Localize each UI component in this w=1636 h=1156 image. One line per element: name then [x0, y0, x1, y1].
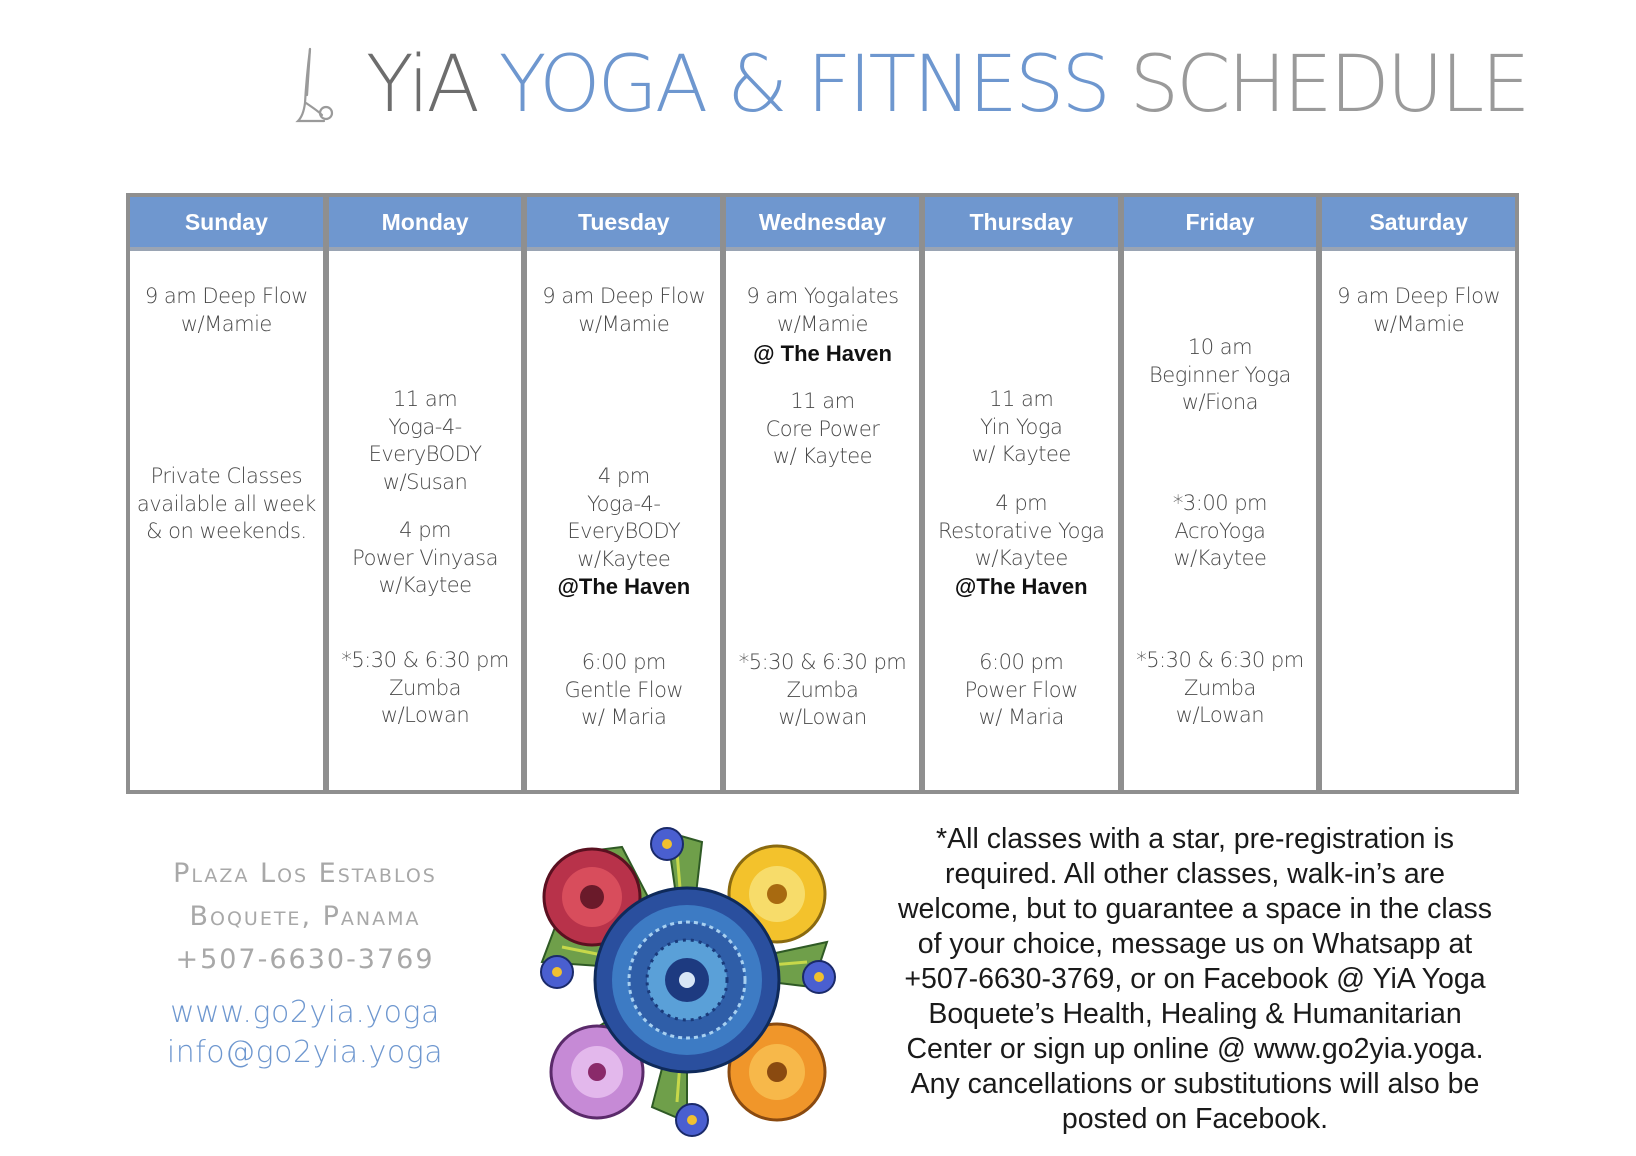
column-monday: [329, 197, 528, 790]
class-instructor: w/Kaytee: [577, 546, 671, 571]
class-name: AcroYoga: [1174, 518, 1266, 543]
class-time: *5:30 & 6:30 pm: [1136, 648, 1304, 672]
class-name: Power Flow: [964, 677, 1078, 702]
website-link[interactable]: www.go2yia.yoga: [170, 995, 440, 1030]
class-entry: [925, 386, 1118, 469]
class-entry: [1124, 647, 1317, 730]
class-entry: [527, 283, 720, 338]
yoga-pose-icon: [290, 45, 336, 125]
class-time: 11 am: [989, 387, 1054, 411]
class-name: Core Power: [765, 416, 880, 441]
class-name: Yoga-4-: [587, 491, 661, 516]
day-header-saturday: Saturday: [1322, 197, 1515, 251]
class-instructor: w/ Kaytee: [971, 442, 1071, 466]
notice-line: +507-6630-3769, or on Facebook @ YiA Yoga: [904, 963, 1486, 995]
class-entry: [329, 386, 522, 496]
class-name: Yoga-4-: [388, 414, 462, 439]
schedule-table: [126, 193, 1519, 794]
class-name: Beginner Yoga: [1149, 362, 1291, 387]
class-instructor: w/ Kaytee: [772, 444, 873, 468]
column-wednesday: [726, 197, 925, 790]
class-name: Restorative Yoga: [937, 518, 1105, 543]
notice-line: *All classes with a star, pre-registration is: [936, 823, 1454, 855]
class-time: 6:00 pm: [979, 650, 1064, 674]
class-name: EveryBODY: [567, 519, 681, 543]
column-sunday: [130, 197, 329, 790]
title-yoga-fitness: YOGA & FITNESS: [498, 40, 1108, 130]
note-line: available all week: [136, 491, 316, 516]
class-name: Zumba: [786, 677, 859, 702]
class-entry: [527, 649, 720, 732]
class-entry: [726, 283, 919, 368]
class-instructor: w/Lowan: [1175, 703, 1265, 727]
class-entry: [1322, 283, 1515, 338]
class-location: @ The Haven: [753, 341, 892, 366]
class-entry: [329, 647, 522, 730]
class-entry: [925, 649, 1118, 732]
class-time: 9 am Yogalates: [746, 284, 899, 308]
class-instructor: w/Susan: [382, 469, 468, 494]
day-header-friday: Friday: [1124, 197, 1317, 251]
phone-number: +507-6630-3769: [175, 944, 435, 975]
notice-line: Center or sign up online @ www.go2yia.yoga.: [906, 1033, 1484, 1065]
class-entry: [726, 388, 919, 471]
class-entry: [329, 517, 522, 600]
class-instructor: w/Lowan: [380, 703, 470, 727]
class-time: 4 pm: [399, 518, 451, 542]
class-time: 11 am: [392, 387, 458, 411]
class-instructor: w/Mamie: [578, 311, 670, 336]
class-instructor: w/ Maria: [581, 705, 667, 729]
class-instructor: w/Kaytee: [378, 573, 472, 597]
class-entry: [726, 649, 919, 732]
class-name: Power Vinyasa: [352, 545, 498, 570]
class-time: *3:00 pm: [1172, 491, 1268, 515]
note-line: & on weekends.: [146, 519, 307, 543]
class-name: Zumba: [389, 675, 461, 700]
notice-line: of your choice, message us on Whatsapp at: [917, 928, 1473, 960]
class-entry: [130, 283, 323, 338]
class-entry: [527, 463, 720, 601]
class-time: 4 pm: [995, 491, 1048, 515]
page-title: [290, 40, 1527, 130]
class-instructor: w/Kaytee: [974, 546, 1068, 570]
column-saturday: [1322, 197, 1515, 790]
address-line: Plaza Los Establos: [173, 858, 437, 889]
class-entry: [925, 490, 1118, 600]
notice-line: posted on Facebook.: [1061, 1103, 1329, 1135]
email-link[interactable]: info@go2yia.yoga: [166, 1035, 444, 1070]
class-instructor: w/Kaytee: [1173, 546, 1267, 570]
class-time: *5:30 & 6:30 pm: [738, 650, 907, 674]
notice-line: required. All other classes, walk-in’s are: [944, 858, 1446, 890]
class-location: @The Haven: [557, 574, 691, 599]
note-line: Private Classes: [150, 464, 303, 488]
class-instructor: w/Mamie: [1373, 311, 1465, 336]
class-instructor: w/Mamie: [777, 311, 868, 336]
registration-notice: [875, 822, 1515, 1137]
notice-line: Boquete’s Health, Healing & Humanitarian: [928, 998, 1462, 1030]
class-time: 11 am: [790, 389, 855, 413]
notice-line: Any cancellations or substitutions will also be: [910, 1068, 1480, 1100]
class-name: EveryBODY: [368, 442, 482, 466]
class-time: 4 pm: [597, 464, 650, 488]
day-header-monday: Monday: [329, 197, 522, 251]
class-instructor: w/Lowan: [778, 705, 867, 729]
title-yia: YiA: [366, 40, 477, 130]
class-time: *5:30 & 6:30 pm: [341, 648, 509, 672]
class-time: 10 am: [1187, 335, 1253, 359]
column-friday: [1124, 197, 1323, 790]
class-instructor: w/ Maria: [978, 705, 1064, 729]
class-location: @The Haven: [954, 573, 1088, 599]
address-line: Boquete, Panama: [189, 901, 421, 932]
day-header-tuesday: Tuesday: [527, 197, 720, 251]
day-header-wednesday: Wednesday: [726, 197, 919, 251]
day-header-thursday: Thursday: [925, 197, 1118, 251]
day-header-sunday: Sunday: [130, 197, 323, 251]
class-time: 9 am Deep Flow: [1337, 284, 1501, 308]
class-name: Yin Yoga: [980, 414, 1063, 439]
class-entry: [1124, 334, 1317, 417]
class-time: 9 am Deep Flow: [542, 284, 706, 308]
class-instructor: w/Mamie: [180, 311, 272, 336]
class-name: Zumba: [1184, 675, 1256, 700]
class-time: 9 am Deep Flow: [144, 284, 308, 308]
column-tuesday: [527, 197, 726, 790]
flower-mandala-icon: [537, 822, 837, 1142]
class-instructor: w/Fiona: [1181, 390, 1259, 414]
class-entry: [1124, 490, 1317, 573]
class-time: 6:00 pm: [581, 650, 666, 674]
column-thursday: [925, 197, 1124, 790]
class-name: Gentle Flow: [564, 677, 684, 702]
title-schedule: SCHEDULE: [1129, 40, 1528, 130]
notice-line: welcome, but to guarantee a space in the class: [897, 893, 1493, 925]
private-classes-note: [130, 463, 323, 546]
contact-block: [120, 852, 490, 1073]
